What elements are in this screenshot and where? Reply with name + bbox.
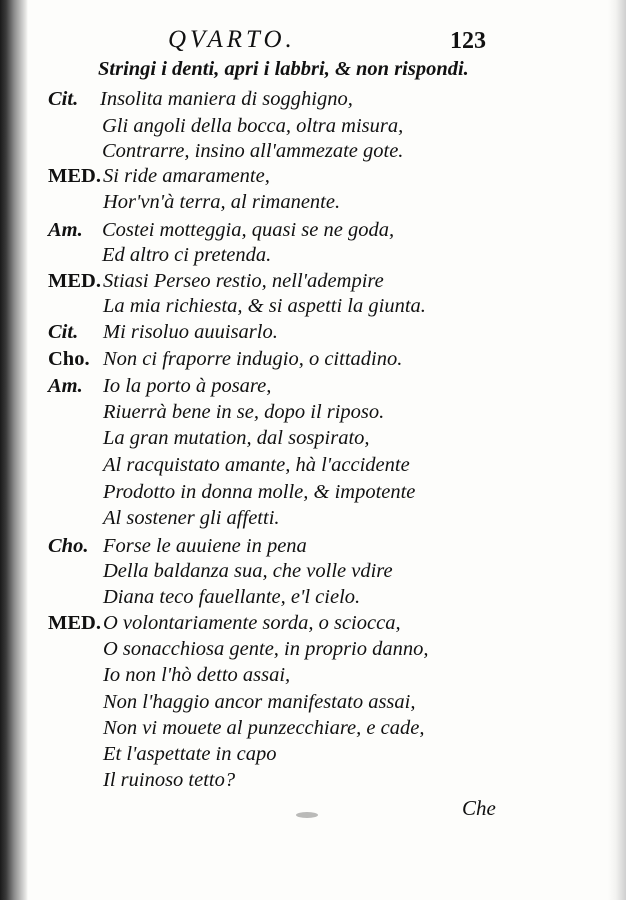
verse-line: Io non l'hò detto assai, [103, 664, 291, 686]
verse-line: Al racquistato amante, hà l'accidente [103, 454, 410, 476]
speaker-label: Cho. [48, 348, 90, 370]
verse-line: Et l'aspettate in capo [103, 743, 277, 765]
verse-line: Contrarre, insino all'ammezate gote. [102, 140, 404, 162]
verse-line: Forse le auuiene in pena [103, 535, 307, 557]
verse-line: Hor'vn'à terra, al rimanente. [103, 191, 341, 213]
catchword: Che [462, 796, 496, 820]
speaker-label: Cit. [48, 88, 79, 110]
speaker-label: Cit. [48, 321, 79, 343]
verse-line: Prodotto in donna molle, & impotente [103, 481, 416, 503]
verse-line: Si ride amaramente, [103, 165, 270, 187]
verse-line: Mi risoluo auuisarlo. [103, 321, 278, 343]
speaker-label: Am. [48, 375, 83, 397]
verse-line: O sonacchiosa gente, in proprio danno, [103, 638, 429, 660]
verse-line: Al sostener gli affetti. [103, 507, 280, 529]
verse-line: La gran mutation, dal sospirato, [103, 427, 370, 449]
verse-line: Diana teco fauellante, e'l cielo. [103, 586, 361, 608]
verse-line: Stringi i denti, apri i labbri, & non rispondi. [98, 58, 469, 80]
verse-line: Non l'haggio ancor manifestato assai, [103, 691, 416, 713]
verse-line: Riuerrà bene in se, dopo il riposo. [103, 401, 385, 423]
verse-line: Ed altro ci pretenda. [102, 244, 272, 266]
page-number: 123 [450, 28, 486, 54]
speaker-label: MED. [48, 612, 101, 634]
verse-line: Non ci fraporre indugio, o cittadino. [103, 348, 403, 370]
verse-line: Non vi mouete al punzecchiare, e cade, [103, 717, 425, 739]
verse-line: Gli angoli della bocca, oltra misura, [102, 115, 404, 137]
verse-line: La mia richiesta, & si aspetti la giunta. [103, 295, 426, 317]
verse-line: Io la porto à posare, [103, 375, 272, 397]
verse-line: Costei motteggia, quasi se ne goda, [102, 219, 395, 241]
speaker-label: Am. [48, 219, 83, 241]
page-gutter-shadow [0, 0, 28, 900]
verse-line: Il ruinoso tetto? [103, 769, 236, 791]
verse-line: Della baldanza sua, che volle vdire [103, 560, 393, 582]
speaker-label: MED. [48, 165, 101, 187]
page-edge [608, 0, 626, 900]
running-title: QVARTO. [168, 26, 296, 53]
verse-line: Stiasi Perseo restio, nell'adempire [103, 270, 384, 292]
speaker-label: MED. [48, 270, 101, 292]
speaker-label: Cho. [48, 535, 89, 557]
verse-line: Insolita maniera di sogghigno, [100, 88, 353, 110]
ink-smudge [296, 812, 318, 818]
verse-line: O volontariamente sorda, o sciocca, [103, 612, 401, 634]
